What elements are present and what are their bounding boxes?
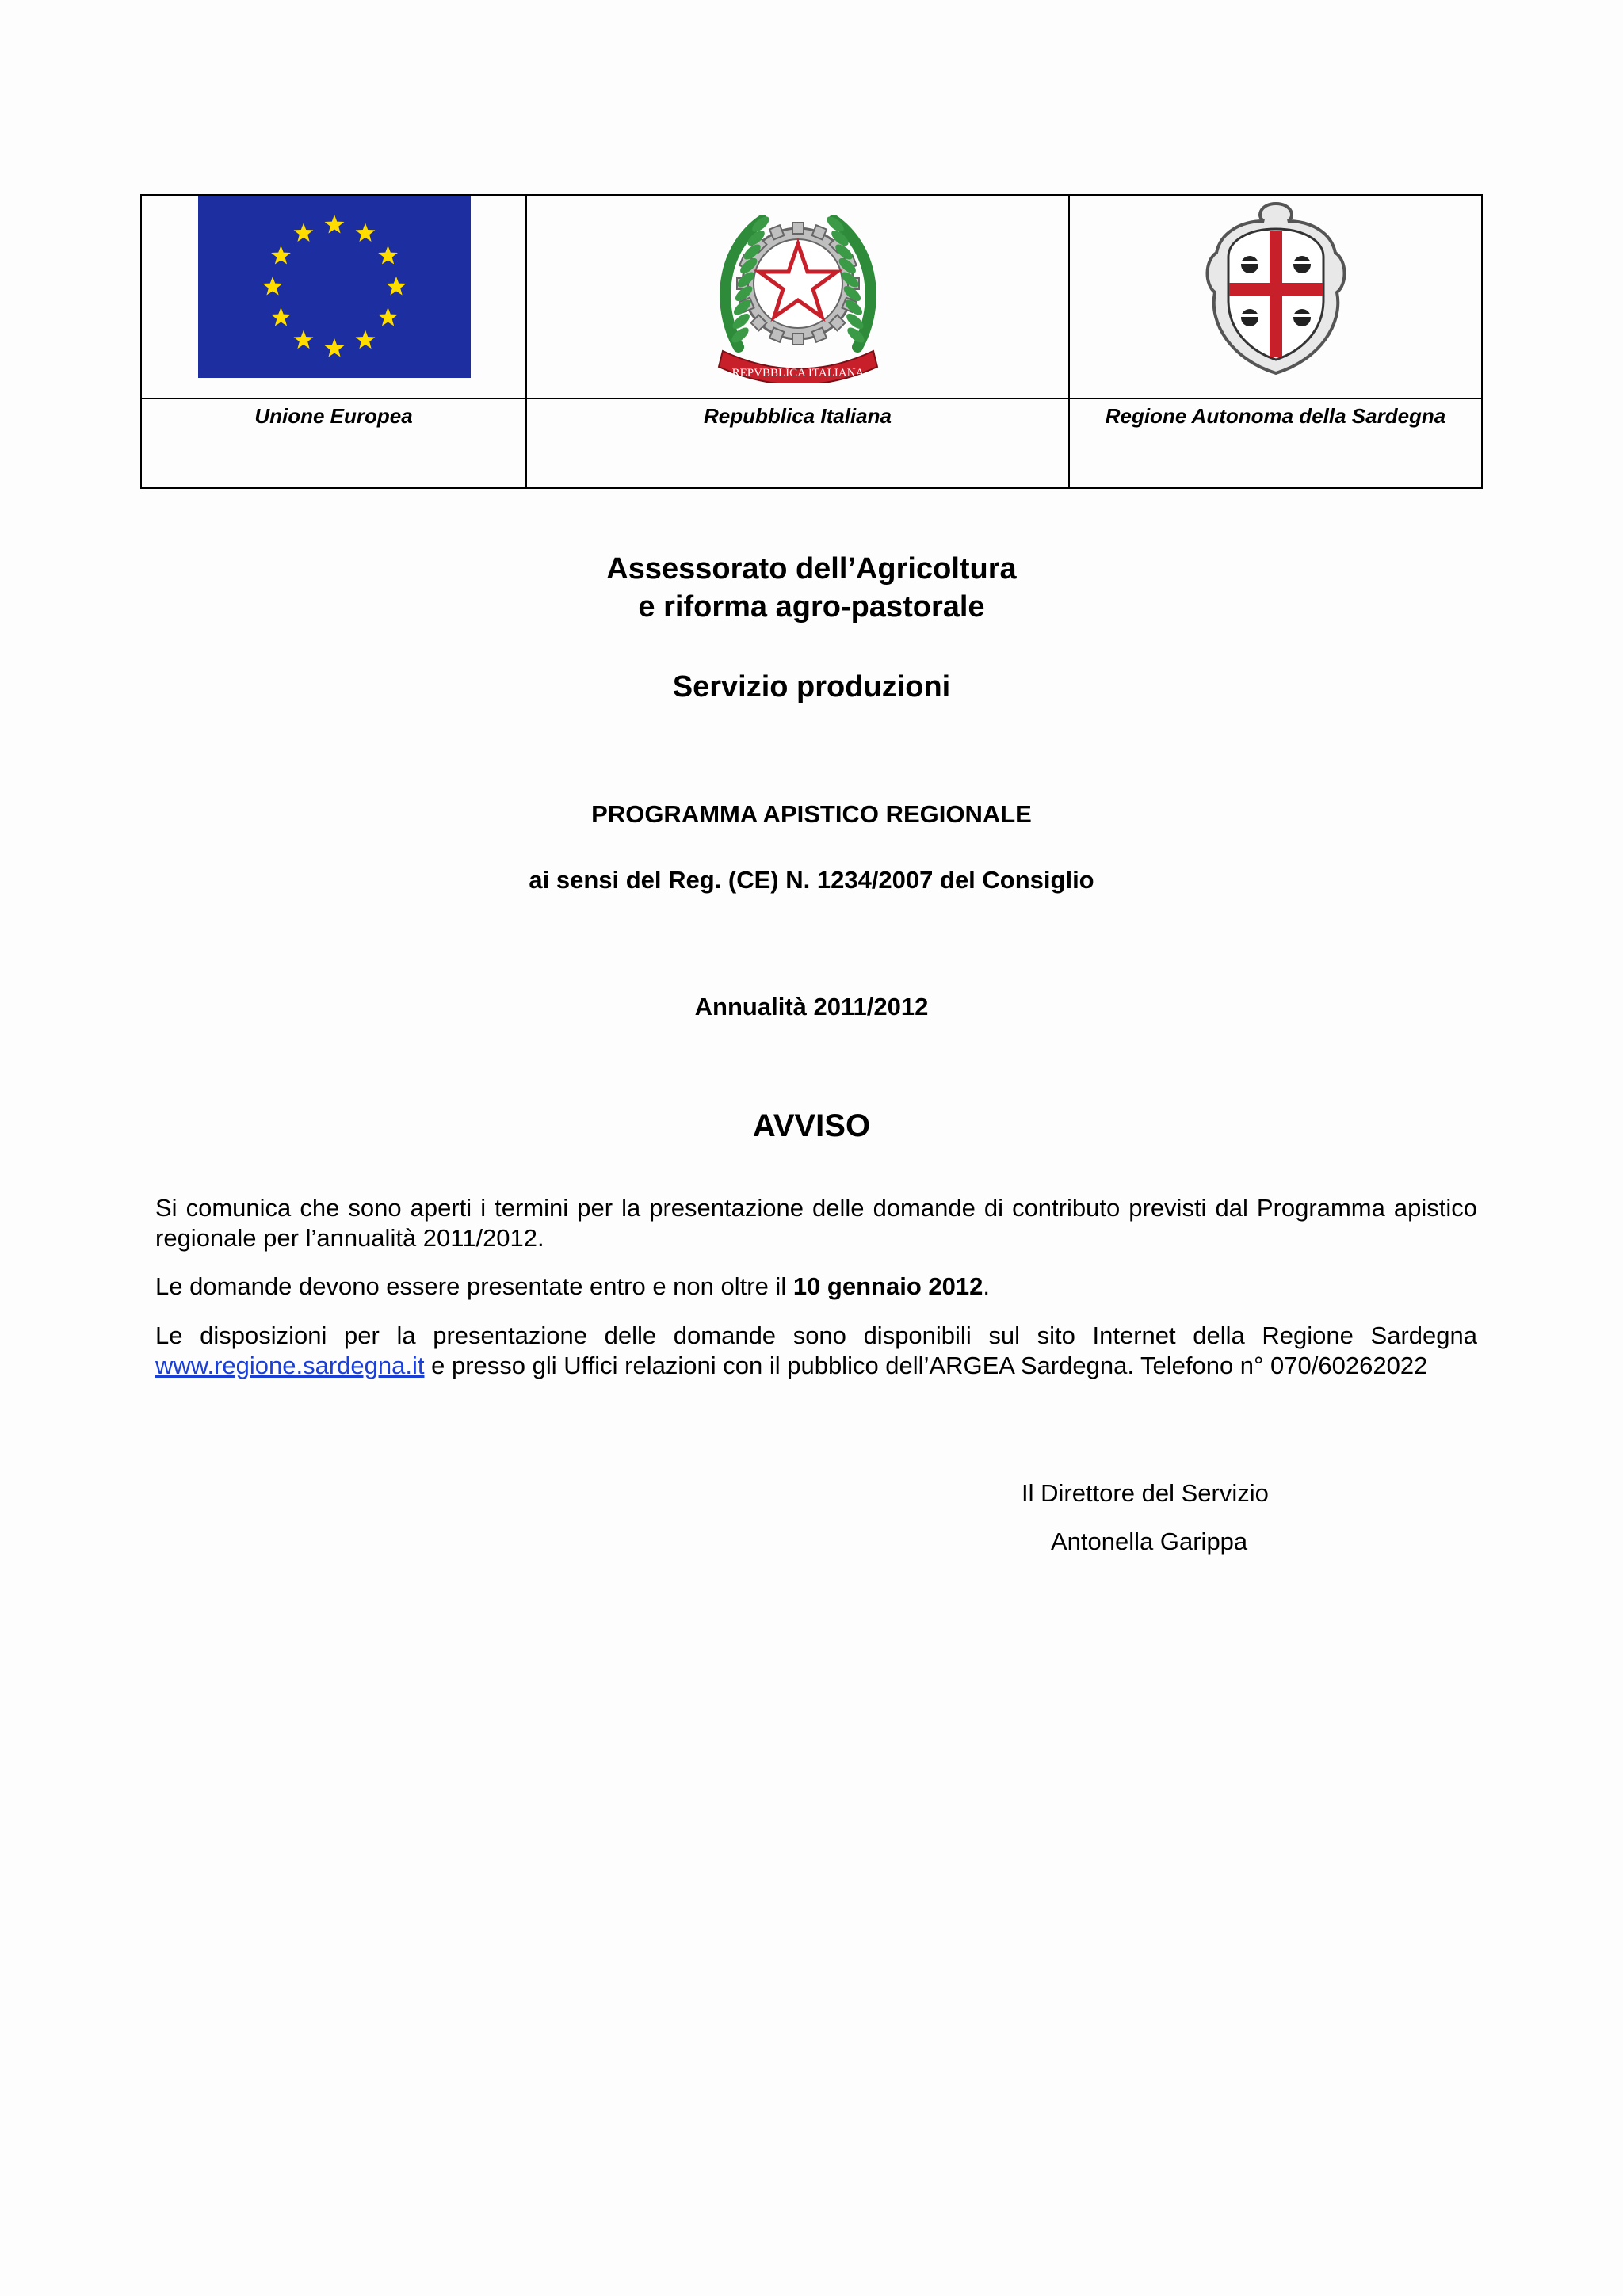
department-title-line2: e riforma agro-pastorale <box>638 590 985 624</box>
italian-emblem-icon <box>707 200 889 383</box>
notice-heading: AVVISO <box>752 1108 871 1143</box>
notice-p3-text: Le disposizioni per la presentazione delle domande sono disponibili sul sito Internet della Regione Sardegna <box>155 1322 1477 1349</box>
sardinia-coat-of-arms-icon <box>1193 197 1359 379</box>
regione-website-link[interactable]: www.regione.sardegna.it <box>155 1352 425 1379</box>
eu-caption-cell <box>141 399 526 488</box>
notice-p2-end: . <box>983 1272 990 1300</box>
eu-flag-icon <box>198 196 471 378</box>
italy-caption: Repubblica Italiana <box>704 404 892 428</box>
sardinia-caption-cell <box>1069 399 1482 488</box>
notice-paragraph-2 <box>155 1272 1477 1302</box>
logo-header-table <box>140 194 1483 489</box>
sardinia-caption: Regione Autonoma della Sardegna <box>1105 404 1446 428</box>
italy-logo-cell <box>526 195 1069 399</box>
department-title <box>0 550 1623 626</box>
service-title: Servizio produzioni <box>672 670 951 704</box>
signature-role: Il Direttore del Servizio <box>1022 1479 1269 1507</box>
deadline-date: 10 gennaio 2012 <box>792 1272 983 1300</box>
eu-logo-cell <box>141 195 526 399</box>
notice-p3-end: e presso gli Uffici relazioni con il pubblico dell’ARGEA Sardegna. Telefono n° 070/60262022 <box>424 1352 1428 1379</box>
notice-p2-text: Le domande devono essere presentate entro e non oltre il <box>155 1272 793 1300</box>
signature-name: Antonella Garippa <box>1051 1527 1248 1555</box>
italy-caption-cell <box>526 399 1069 488</box>
notice-paragraph-3 <box>155 1321 1477 1381</box>
sardinia-logo-cell <box>1069 195 1482 399</box>
department-title-line1: Assessorato dell’Agricoltura <box>606 552 1017 585</box>
program-name: PROGRAMMA APISTICO REGIONALE <box>591 800 1032 828</box>
notice-paragraph-1: Si comunica che sono aperti i termini per la presentazione delle domande di contributo previsti dal Programma apistico regionale per l’annualità 2011/2012. <box>155 1194 1477 1252</box>
program-regulation: ai sensi del Reg. (CE) N. 1234/2007 del Consiglio <box>529 866 1094 894</box>
program-year: Annualità 2011/2012 <box>694 993 929 1020</box>
emblem-ribbon-text: REPVBBLICA ITALIANA <box>731 367 864 379</box>
eu-caption: Unione Europea <box>254 404 413 428</box>
